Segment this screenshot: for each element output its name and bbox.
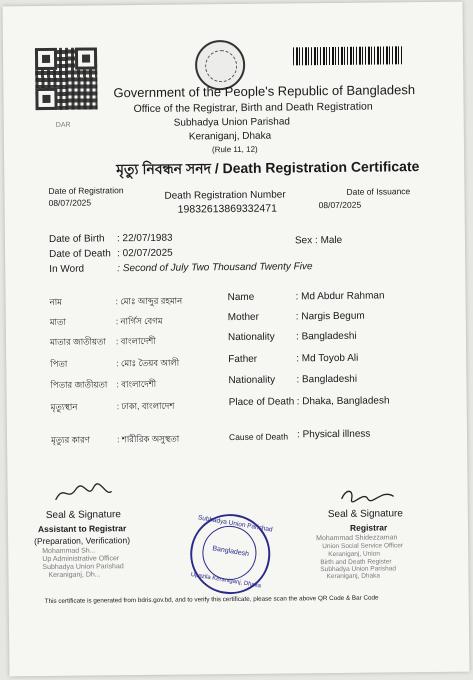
- in-word-value: : Second of July Two Thousand Twenty Five: [117, 261, 313, 275]
- left-role: Assistant to Registrar: [37, 523, 127, 535]
- bn-value: : মোঃ আব্দুর রহমান: [115, 295, 183, 307]
- right-role: Registrar: [349, 522, 388, 533]
- en-value: : Dhaka, Bangladesh: [296, 395, 390, 408]
- bn-value: : বাংলাদেশী: [116, 378, 157, 390]
- right-seal-label: Seal & Signature: [327, 508, 403, 521]
- en-label: Nationality: [228, 374, 276, 387]
- date-of-issuance-label: Date of Issuance: [346, 186, 411, 197]
- sex: Sex : Male: [294, 234, 343, 247]
- en-label: Nationality: [227, 331, 275, 344]
- en-label: Father: [228, 353, 258, 366]
- bn-value: : ঢাকা, বাংলাদেশ: [116, 400, 175, 412]
- seal-bottom-text: Upazila Keraniganj, Dhaka: [190, 571, 262, 590]
- registration-number-label: Death Registration Number: [164, 189, 286, 202]
- en-value: : Bangladeshi: [295, 330, 357, 343]
- bn-value: : মোঃ তৈয়ব আলী: [116, 357, 180, 369]
- right-stamp-line: Birth and Death Register: [320, 558, 392, 567]
- en-value: : Bangladeshi: [296, 373, 358, 386]
- right-stamp-line: Subhadya Union Parishad: [320, 565, 396, 574]
- left-stamp-line: Keraniganj, Dh...: [48, 571, 101, 579]
- en-value: : Md Toyob Ali: [296, 352, 359, 365]
- union-name: Subhadya Union Parishad: [173, 116, 290, 129]
- qr-code: [35, 47, 98, 110]
- seal-top-text: Subhadya Union Parishad: [197, 514, 274, 534]
- registrar-signature: [338, 484, 398, 507]
- qr-caption: DAR: [55, 121, 71, 129]
- en-value: : Nargis Begum: [295, 310, 365, 323]
- date-of-issuance: 08/07/2025: [318, 199, 362, 211]
- en-value: : Md Abdur Rahman: [295, 290, 385, 303]
- location: Keraniganj, Dhaka: [188, 130, 272, 143]
- verification-footer: This certificate is generated from bdris.gov.bd, and to verify this certificate, please scan the above QR Code & Bar Code: [44, 594, 379, 606]
- date-of-registration: 08/07/2025: [48, 197, 92, 208]
- bn-value: : নার্গিস বেগম: [115, 315, 163, 327]
- right-stamp-line: Keraniganj, Dhaka: [326, 572, 381, 581]
- bn-label: পিতার জাতীয়তা: [50, 379, 108, 390]
- date-of-registration-label: Date of Registration: [48, 185, 124, 196]
- bn-value: : শারীরিক অসুস্থতা: [116, 433, 180, 445]
- registration-number: 19832613869332471: [177, 202, 277, 216]
- bn-label: পিতা: [50, 358, 68, 369]
- en-label: Mother: [227, 311, 259, 324]
- dob-label: Date of Birth: [48, 233, 105, 245]
- bn-label: মাতা: [49, 316, 66, 327]
- en-label: Name: [227, 291, 255, 304]
- seal-center-text: Bangladesh: [211, 545, 250, 559]
- dod-label: Date of Death: [49, 248, 111, 260]
- left-stamp-line: Subhadya Union Parishad: [42, 563, 124, 572]
- bn-label: মাতার জাতীয়তা: [49, 336, 106, 347]
- certificate-page: [3, 2, 470, 677]
- left-seal-label: Seal & Signature: [45, 509, 121, 522]
- rule-ref: (Rule 11, 12): [211, 144, 258, 155]
- dob-value: : 22/07/1983: [116, 232, 173, 245]
- left-stamp-line: Mohammad Sh...: [42, 547, 96, 556]
- en-label: Cause of Death: [228, 431, 289, 443]
- in-word-label: In Word: [49, 263, 85, 275]
- right-stamp-line: Keraniganj, Union: [328, 550, 380, 559]
- office-title: Office of the Registrar, Birth and Death Registration: [133, 100, 373, 116]
- barcode: [293, 46, 403, 65]
- en-label: Place of Death: [228, 396, 295, 409]
- en-value: : Physical illness: [296, 428, 371, 441]
- right-stamp-line: Mohammad Shidezzaman: [316, 534, 398, 543]
- dod-value: : 02/07/2025: [117, 247, 173, 260]
- government-emblem: [195, 40, 246, 91]
- bn-label: মৃত্যুস্থান: [50, 401, 78, 412]
- right-stamp-line: Union Social Service Officer: [322, 542, 404, 551]
- certificate-title: মৃত্যু নিবন্ধন সনদ / Death Registration Certificate: [116, 158, 420, 178]
- registrar-assistant-signature: [53, 481, 113, 504]
- union-parishad-seal: [184, 508, 276, 600]
- bn-value: : বাংলাদেশী: [115, 335, 156, 347]
- left-stamp-line: Up Administrative Officer: [42, 555, 120, 564]
- bn-label: মৃত্যুর কারণ: [50, 434, 90, 445]
- bn-label: নাম: [49, 296, 62, 307]
- left-role-sub: (Preparation, Verification): [34, 535, 131, 547]
- government-title: Government of the People's Republic of Bangladesh: [113, 82, 416, 101]
